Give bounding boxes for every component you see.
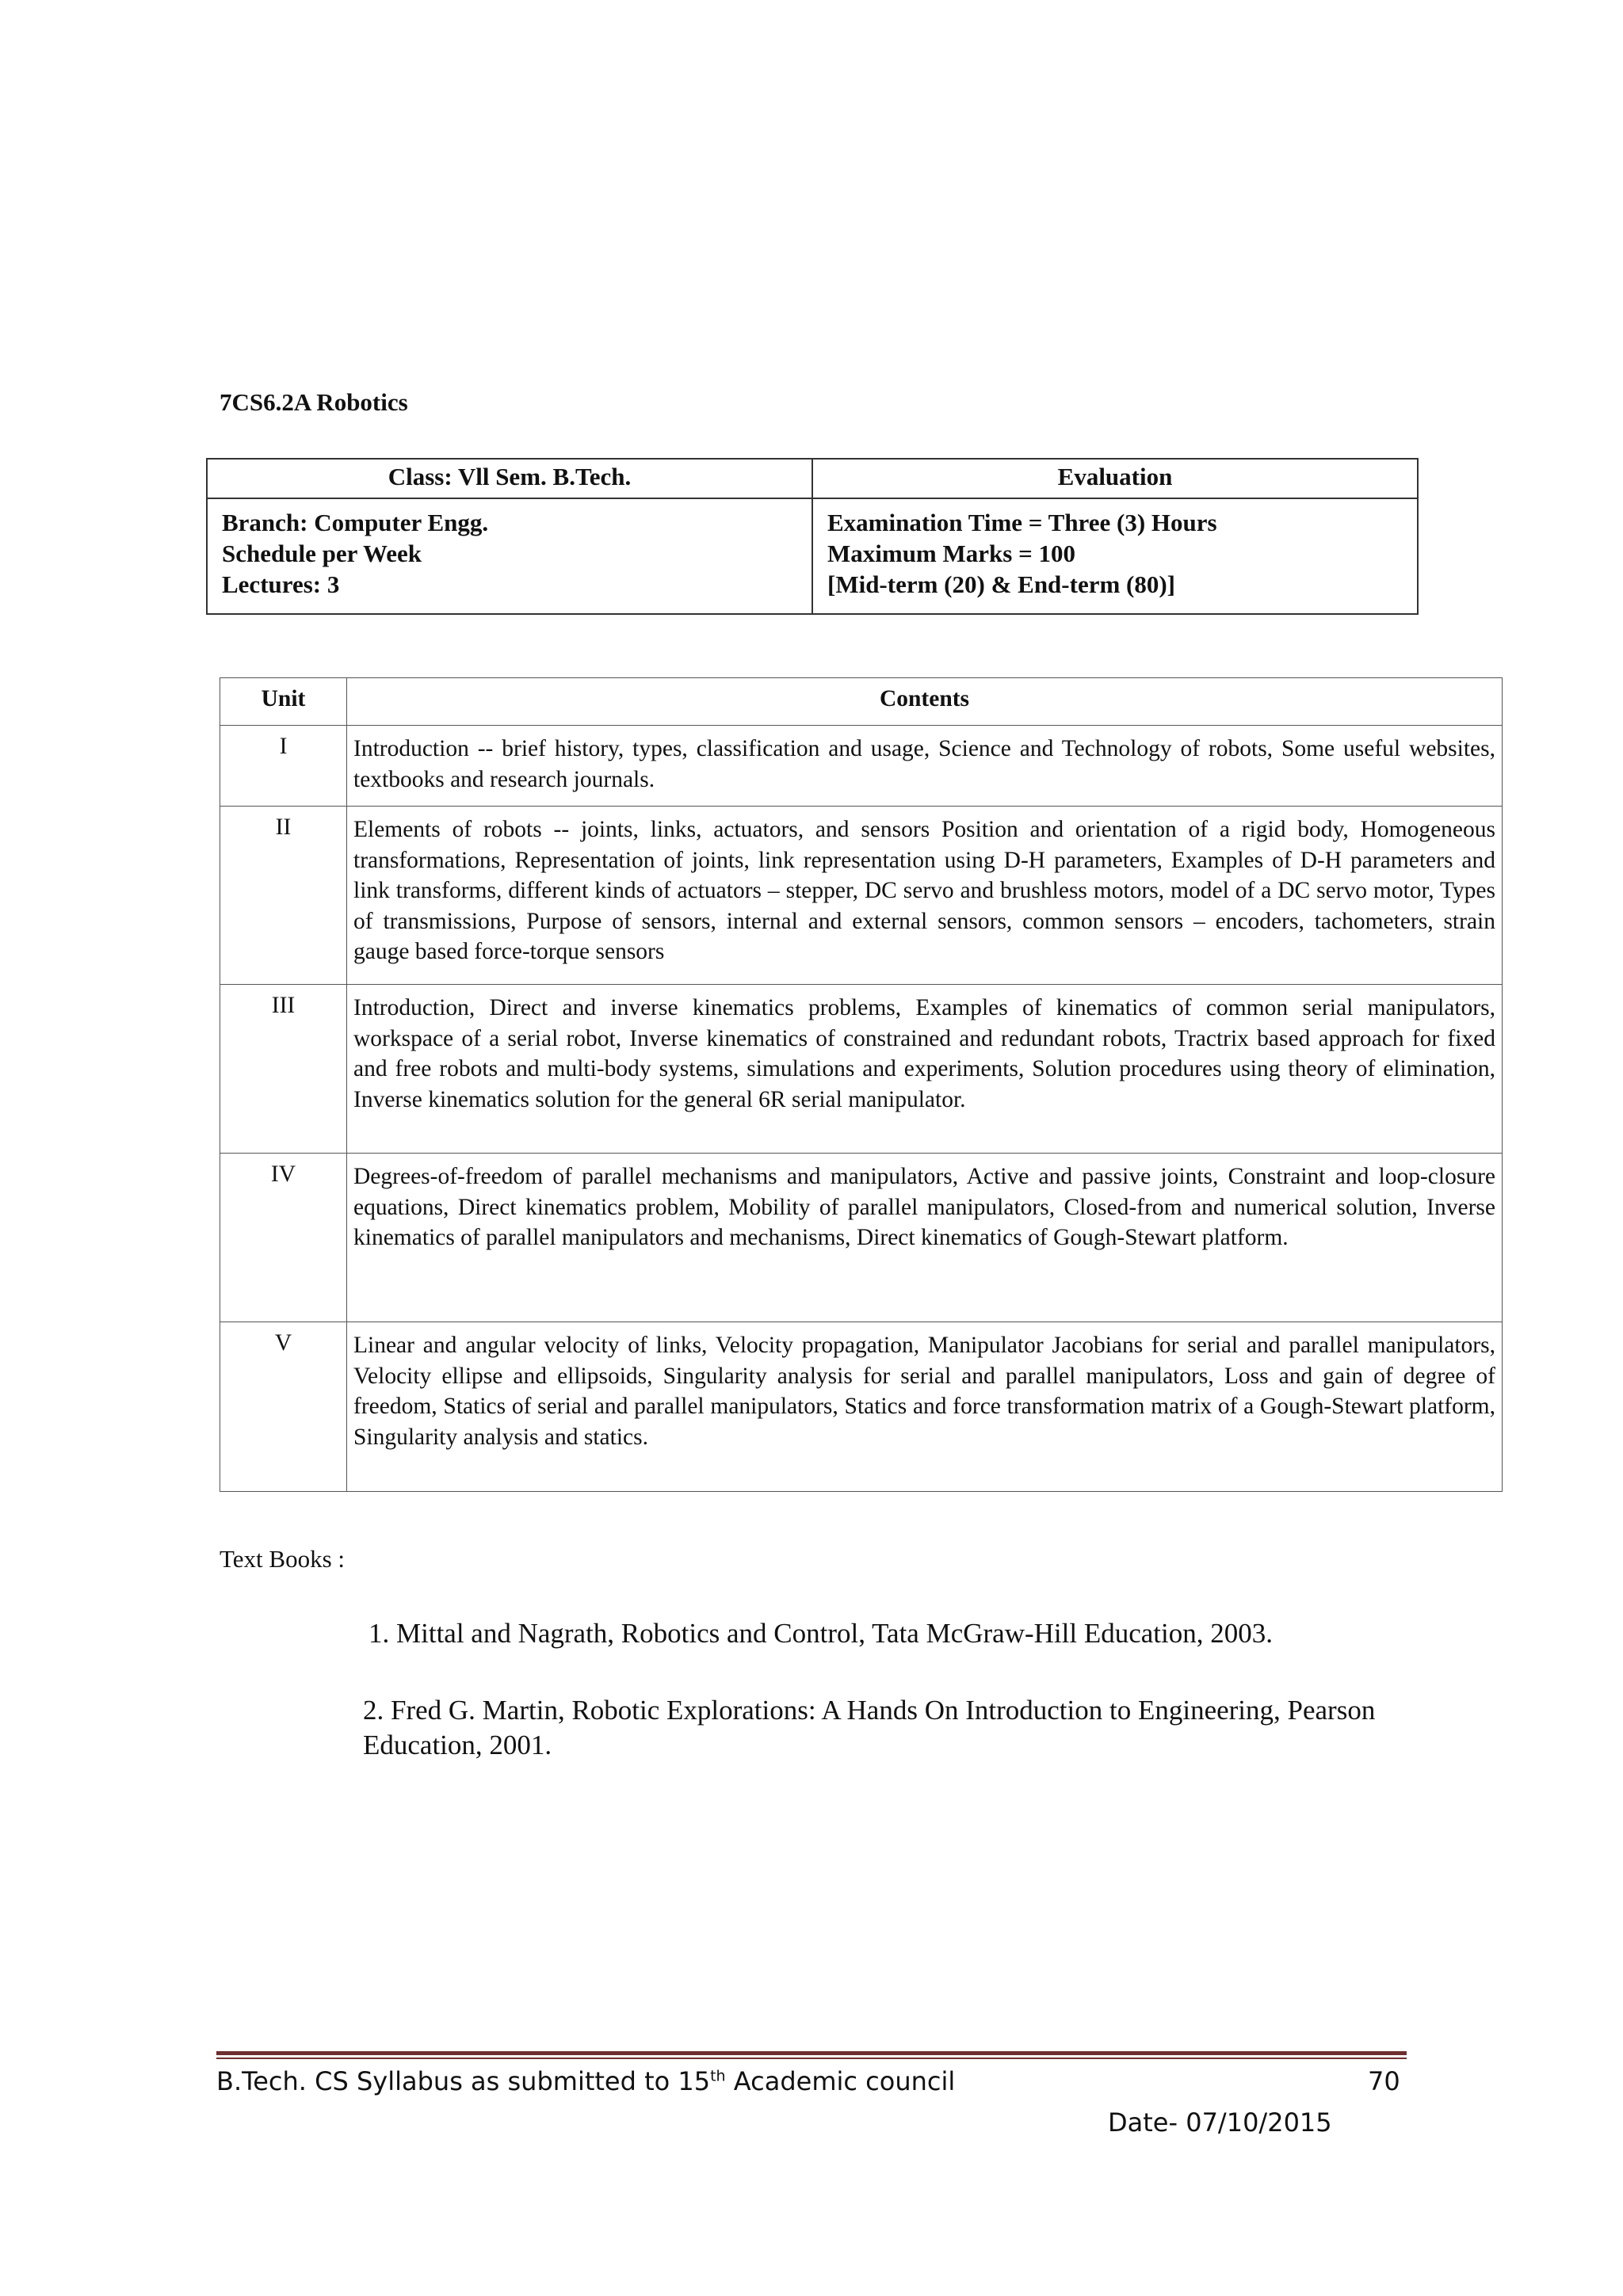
unit-content: Degrees-of-freedom of parallel mechanisms and manipulators, Active and passive joints, Constraint and loop-closure equations, Direct kinematics problem, Mobility of parallel manipulators, Closed-from and numerical solution, Inverse kinematics of parallel manipulators and mechanisms, Direct kinematics of Gough-Stewart platform. (347, 1154, 1503, 1322)
branch-line: Branch: Computer Engg. (222, 509, 489, 536)
unit-content: Introduction -- brief history, types, classification and usage, Science and Technology of robots, Some useful websites, textbooks and research journals. (347, 726, 1503, 807)
unit-content: Elements of robots -- joints, links, actuators, and sensors Position and orientation of a rigid body, Homogeneous transformations, Representation of joints, link representation using D-H parameters, Examples of D-H parameters and link transforms, different kinds of actuators – stepper, DC servo and brushless motors, model of a DC servo motor, Types of transmissions, Purpose of sensors, internal and external sensors, common sensors – encoders, tachometers, strain gauge based force-torque sensors (347, 807, 1503, 985)
schedule-line: Schedule per Week (222, 540, 422, 567)
table-row (220, 985, 1503, 1154)
footer-divider-thin (216, 2058, 1407, 2059)
branch-schedule-cell (207, 498, 812, 614)
course-title: 7CS6.2A Robotics (220, 388, 408, 416)
marks-split-line: [Mid-term (20) & End-term (80)] (827, 570, 1176, 598)
footer-prefix: B.Tech. CS Syllabus as submitted to 15 (216, 2066, 711, 2096)
text-book-item: 2. Fred G. Martin, Robotic Explorations: A Hands On Introduction to Engineering, Pearson Education, 2001. (363, 1695, 1376, 1760)
text-book-item: 1. Mittal and Nagrath, Robotics and Control, Tata McGraw-Hill Education, 2003. (369, 1618, 1273, 1649)
exam-time-line: Examination Time = Three (3) Hours (827, 509, 1217, 536)
footer-divider (216, 2051, 1407, 2055)
contents-column-header: Contents (347, 678, 1503, 726)
table-row (220, 1322, 1503, 1492)
class-header: Class: Vll Sem. B.Tech. (207, 459, 812, 498)
unit-content: Linear and angular velocity of links, Velocity propagation, Manipulator Jacobians for serial and parallel manipulators, Velocity ellipse and ellipsoids, Singularity analysis for serial and parallel manipulators, Loss and gain of degree of freedom, Statics of serial and parallel manipulators, Statics and force transformation matrix of a Gough-Stewart platform, Singularity analysis and statics. (347, 1322, 1503, 1492)
footer-date: Date- 07/10/2015 (1108, 2107, 1332, 2138)
unit-content: Introduction, Direct and inverse kinematics problems, Examples of kinematics of common serial manipulators, workspace of a serial robot, Inverse kinematics of constrained and redundant robots, Tractrix based approach for fixed and free robots and multi-body systems, simulations and experiments, Solution procedures using theory of elimination, Inverse kinematics solution for the general 6R serial manipulator. (347, 985, 1503, 1154)
table-row (220, 1154, 1503, 1322)
unit-number: III (220, 985, 347, 1154)
course-info-table (206, 458, 1419, 615)
footer-syllabus-note (216, 2066, 955, 2096)
unit-number: V (220, 1322, 347, 1492)
unit-number: IV (220, 1154, 347, 1322)
evaluation-cell (812, 498, 1418, 614)
footer-superscript: th (710, 2067, 726, 2085)
units-table (220, 677, 1503, 1492)
unit-number: I (220, 726, 347, 807)
text-books-label: Text Books : (220, 1545, 345, 1573)
max-marks-line: Maximum Marks = 100 (827, 540, 1075, 567)
unit-column-header: Unit (220, 678, 347, 726)
lectures-line: Lectures: 3 (222, 570, 340, 598)
unit-number: II (220, 807, 347, 985)
table-row (220, 726, 1503, 807)
table-row (220, 807, 1503, 985)
footer-suffix: Academic council (725, 2066, 956, 2096)
page-number: 70 (1368, 2066, 1400, 2096)
evaluation-header: Evaluation (812, 459, 1418, 498)
